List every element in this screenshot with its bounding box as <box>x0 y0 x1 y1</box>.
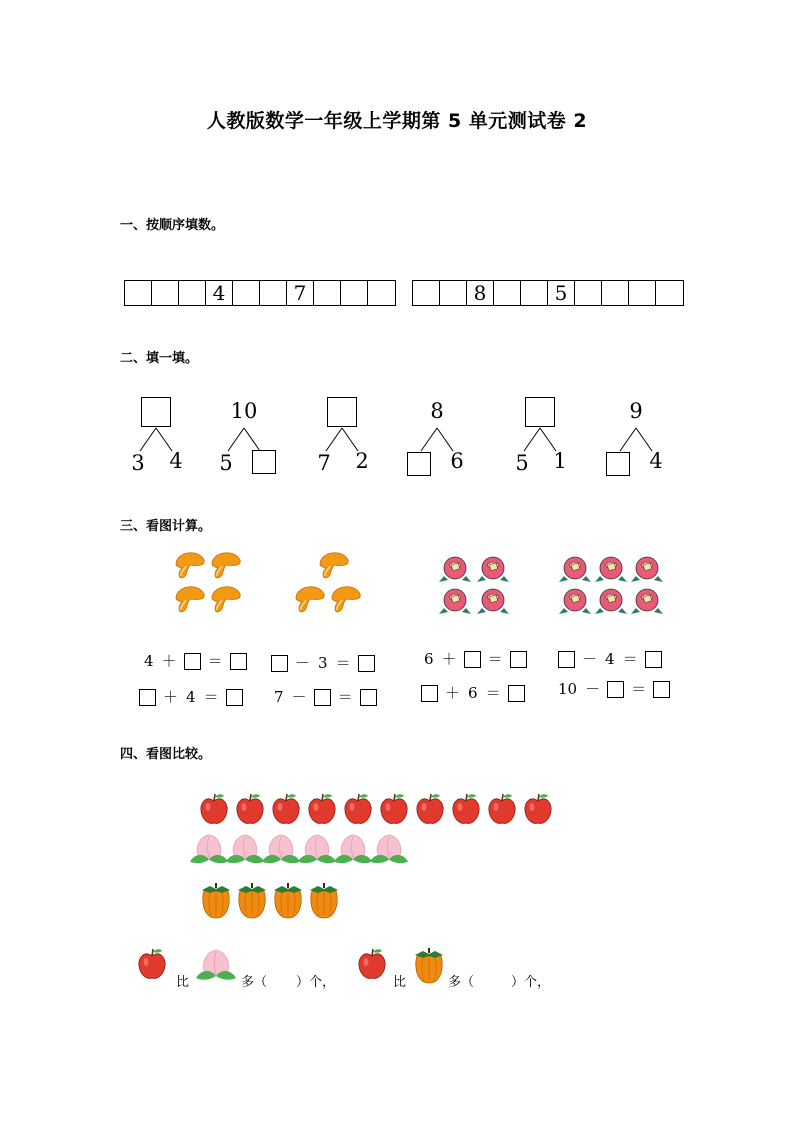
persimmon-icon <box>202 883 230 918</box>
peach-icon <box>196 948 238 984</box>
peach-icon <box>334 835 372 863</box>
answer-box[interactable] <box>508 685 525 702</box>
operand: 7 <box>274 688 284 706</box>
apple-icon <box>381 794 407 823</box>
equation <box>420 650 530 668</box>
compare-ge-1: ）个， <box>296 975 336 990</box>
apple-icon <box>525 794 551 823</box>
answer-box[interactable] <box>230 653 247 670</box>
compare-duo-2: 多（ <box>448 975 475 990</box>
section-1-heading: 一、按顺序填数。 <box>120 218 225 233</box>
section-2-heading: 二、填一填。 <box>120 351 199 366</box>
sequence-cell[interactable] <box>440 281 467 305</box>
bond-number: 9 <box>629 399 643 423</box>
flower-icon <box>631 557 663 582</box>
operator: － <box>585 680 601 698</box>
persimmon-icon <box>413 948 447 986</box>
operand: 4 <box>186 688 196 706</box>
sequence-cell[interactable] <box>494 281 521 305</box>
sequence-cell[interactable] <box>125 281 152 305</box>
answer-box[interactable] <box>421 685 438 702</box>
operator: ＝ <box>207 652 223 670</box>
compare-bi-2: 比 <box>393 975 407 990</box>
apple-icon <box>309 794 335 823</box>
answer-box[interactable] <box>525 397 555 427</box>
operator: ＝ <box>631 680 647 698</box>
answer-box[interactable] <box>606 452 630 476</box>
answer-box[interactable] <box>358 655 375 672</box>
flower-icon <box>559 557 591 582</box>
bond-number: 10 <box>230 399 258 423</box>
peach-icon <box>190 835 228 863</box>
mushroom-icon <box>212 587 240 612</box>
sequence-cell[interactable] <box>341 281 368 305</box>
operand: 3 <box>318 654 328 672</box>
answer-box[interactable] <box>141 397 171 427</box>
equation <box>140 652 250 670</box>
operator: ＝ <box>622 650 638 668</box>
bond-number: 5 <box>219 451 233 475</box>
bond-number: 2 <box>355 449 369 473</box>
answer-box[interactable] <box>314 689 331 706</box>
equation <box>555 650 665 668</box>
bond-number: 5 <box>515 451 529 475</box>
flower-icon <box>439 589 471 614</box>
answer-box[interactable] <box>184 653 201 670</box>
equation <box>418 684 528 702</box>
number-sequence-2 <box>412 280 684 306</box>
flower-icon <box>439 557 471 582</box>
operator: ＝ <box>487 650 503 668</box>
sequence-cell[interactable]: 8 <box>467 281 494 305</box>
bond-number: 4 <box>649 449 663 473</box>
apple-icon <box>237 794 263 823</box>
compare-duo-1: 多（ <box>241 975 268 990</box>
operator: ＝ <box>203 688 219 706</box>
number-sequence-1 <box>124 280 396 306</box>
persimmon-icon <box>310 883 338 918</box>
page-title: 人教版数学一年级上学期第 5 单元测试卷 2 <box>206 110 588 132</box>
flower-icon <box>477 589 509 614</box>
sequence-cell[interactable] <box>260 281 287 305</box>
bond-number: 1 <box>553 449 567 473</box>
mushroom-icon <box>332 587 360 612</box>
apple-icon <box>138 948 172 984</box>
peach-icon <box>262 835 300 863</box>
answer-box[interactable] <box>139 689 156 706</box>
peach-icon <box>298 835 336 863</box>
answer-box[interactable] <box>645 651 662 668</box>
mushroom-icon <box>320 553 348 578</box>
answer-box[interactable] <box>510 651 527 668</box>
sequence-cell[interactable] <box>152 281 179 305</box>
operator: － <box>295 654 311 672</box>
operand: 4 <box>605 650 615 668</box>
compare-bi-1: 比 <box>176 975 190 990</box>
section-3-heading: 三、看图计算。 <box>120 519 212 534</box>
operand: 4 <box>144 652 154 670</box>
bond-number: 8 <box>430 399 444 423</box>
mushroom-icon <box>212 553 240 578</box>
persimmon-icon <box>238 883 266 918</box>
mushroom-icon <box>296 587 324 612</box>
flower-icon <box>559 589 591 614</box>
answer-box[interactable] <box>607 681 624 698</box>
sequence-cell[interactable] <box>602 281 629 305</box>
equation <box>554 680 673 698</box>
bond-number: 6 <box>450 449 464 473</box>
operator: ＋ <box>445 684 461 702</box>
operator: ＝ <box>335 654 351 672</box>
answer-box[interactable] <box>464 651 481 668</box>
answer-box[interactable] <box>653 681 670 698</box>
sequence-cell[interactable]: 7 <box>287 281 314 305</box>
apple-icon <box>358 948 392 984</box>
compare-pictures <box>0 785 794 925</box>
sequence-cell[interactable] <box>656 281 683 305</box>
operator: ＋ <box>163 688 179 706</box>
operator: ＋ <box>161 652 177 670</box>
persimmon-icon <box>274 883 302 918</box>
sequence-cell[interactable] <box>233 281 260 305</box>
apple-icon <box>201 794 227 823</box>
equation <box>270 688 380 706</box>
bond-number: 3 <box>131 451 145 475</box>
equation <box>268 654 378 672</box>
answer-box[interactable] <box>558 651 575 668</box>
apple-icon <box>345 794 371 823</box>
bond-number: 4 <box>169 449 183 473</box>
equation <box>136 688 246 706</box>
answer-box[interactable] <box>327 397 357 427</box>
operator: ＝ <box>485 684 501 702</box>
sequence-cell[interactable] <box>413 281 440 305</box>
mushroom-icon <box>176 587 204 612</box>
sequence-cell[interactable] <box>368 281 395 305</box>
peach-icon <box>370 835 408 863</box>
section-4-heading: 四、看图比较。 <box>120 747 212 762</box>
peach-icon <box>226 835 264 863</box>
apple-icon <box>273 794 299 823</box>
answer-box[interactable] <box>360 689 377 706</box>
answer-box[interactable] <box>407 452 431 476</box>
calc-pictures <box>0 540 794 620</box>
operator: ＝ <box>337 688 353 706</box>
answer-box[interactable] <box>271 655 288 672</box>
sequence-cell[interactable] <box>575 281 602 305</box>
operand: 10 <box>558 680 578 698</box>
operator: ＋ <box>441 650 457 668</box>
bond-number: 7 <box>317 451 331 475</box>
operator: － <box>291 688 307 706</box>
flower-icon <box>595 557 627 582</box>
apple-icon <box>417 794 443 823</box>
flower-icon <box>477 557 509 582</box>
sequence-cell[interactable] <box>521 281 548 305</box>
mushroom-icon <box>176 553 204 578</box>
operator: － <box>582 650 598 668</box>
sequence-cell[interactable]: 4 <box>206 281 233 305</box>
sequence-cell[interactable] <box>179 281 206 305</box>
sequence-cell[interactable]: 5 <box>548 281 575 305</box>
flower-icon <box>631 589 663 614</box>
sequence-cell[interactable] <box>629 281 656 305</box>
apple-icon <box>489 794 515 823</box>
operand: 6 <box>424 650 434 668</box>
answer-box[interactable] <box>226 689 243 706</box>
answer-box[interactable] <box>252 450 276 474</box>
compare-ge-2: ）个， <box>511 975 551 990</box>
sequence-cell[interactable] <box>314 281 341 305</box>
operand: 6 <box>468 684 478 702</box>
flower-icon <box>595 589 627 614</box>
apple-icon <box>453 794 479 823</box>
